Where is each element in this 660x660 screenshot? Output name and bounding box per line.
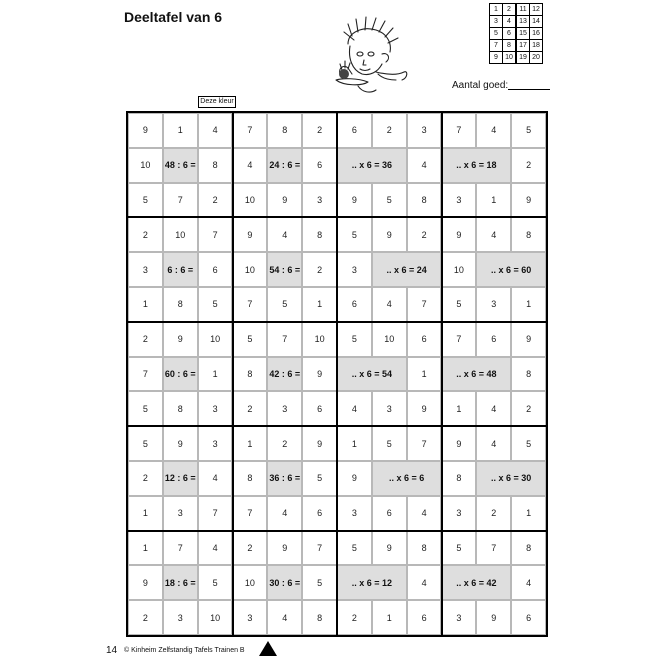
number-cell[interactable]: 2 — [476, 496, 511, 531]
block-divider-horizontal — [128, 530, 546, 532]
number-cell[interactable]: 5 — [128, 391, 163, 426]
score-grid-cell[interactable]: 15 — [516, 28, 530, 40]
task-cell[interactable]: .. x 6 = 12 — [337, 565, 407, 600]
number-cell[interactable]: 9 — [511, 322, 546, 357]
page-title: Deeltafel van 6 — [124, 9, 223, 25]
score-grid-cell[interactable]: 3 — [490, 16, 503, 28]
number-cell[interactable]: 1 — [302, 287, 337, 322]
task-cell[interactable]: 48 : 6 = — [163, 148, 198, 183]
number-cell[interactable]: 4 — [407, 496, 442, 531]
score-grid-cell[interactable]: 18 — [530, 40, 543, 52]
score-grid-cell[interactable]: 17 — [516, 40, 530, 52]
number-cell[interactable]: 9 — [442, 217, 477, 252]
number-cell[interactable]: 1 — [128, 531, 163, 566]
score-grid-cell[interactable]: 7 — [490, 40, 503, 52]
number-cell[interactable]: 6 — [337, 113, 372, 148]
color-here-label: Deze kleur — [198, 96, 236, 108]
task-cell[interactable]: .. x 6 = 24 — [372, 252, 442, 287]
number-cell[interactable]: 9 — [372, 217, 407, 252]
number-cell[interactable]: 10 — [233, 565, 268, 600]
number-cell[interactable]: 7 — [163, 531, 198, 566]
child-illustration — [318, 14, 418, 102]
number-cell[interactable]: 9 — [302, 426, 337, 461]
number-cell[interactable]: 5 — [442, 531, 477, 566]
number-cell[interactable]: 8 — [233, 461, 268, 496]
number-cell[interactable]: 2 — [128, 461, 163, 496]
number-cell[interactable]: 7 — [198, 496, 233, 531]
block-divider-vertical — [336, 113, 338, 635]
number-cell[interactable]: 3 — [302, 183, 337, 218]
number-cell[interactable]: 3 — [337, 496, 372, 531]
number-cell[interactable]: 3 — [198, 391, 233, 426]
number-cell[interactable]: 8 — [511, 357, 546, 392]
task-cell[interactable]: .. x 6 = 6 — [372, 461, 442, 496]
score-grid-cell[interactable]: 14 — [530, 16, 543, 28]
number-cell[interactable]: 5 — [442, 287, 477, 322]
task-cell[interactable]: .. x 6 = 60 — [476, 252, 546, 287]
number-cell[interactable]: 2 — [267, 426, 302, 461]
number-cell[interactable]: 5 — [302, 565, 337, 600]
number-cell[interactable]: 3 — [442, 496, 477, 531]
block-divider-horizontal — [128, 216, 546, 218]
number-cell[interactable]: 3 — [337, 252, 372, 287]
number-cell[interactable]: 1 — [337, 426, 372, 461]
task-cell[interactable]: 36 : 6 = — [267, 461, 302, 496]
puzzle-grid — [126, 111, 548, 637]
number-cell[interactable]: 4 — [511, 565, 546, 600]
number-cell[interactable]: 5 — [372, 426, 407, 461]
number-cell[interactable]: 7 — [476, 531, 511, 566]
number-cell[interactable]: 2 — [337, 600, 372, 635]
number-cell[interactable]: 7 — [128, 357, 163, 392]
number-cell[interactable]: 1 — [442, 391, 477, 426]
number-cell[interactable]: 5 — [198, 287, 233, 322]
number-cell[interactable]: 10 — [233, 252, 268, 287]
number-cell[interactable]: 7 — [233, 496, 268, 531]
number-cell[interactable]: 4 — [407, 565, 442, 600]
number-cell[interactable]: 1 — [198, 357, 233, 392]
number-cell[interactable]: 1 — [511, 496, 546, 531]
number-cell[interactable]: 5 — [511, 426, 546, 461]
number-cell[interactable]: 5 — [267, 287, 302, 322]
number-cell[interactable]: 5 — [233, 322, 268, 357]
number-cell[interactable]: 4 — [476, 217, 511, 252]
task-cell[interactable]: .. x 6 = 18 — [442, 148, 512, 183]
number-cell[interactable]: 4 — [198, 531, 233, 566]
number-cell[interactable]: 8 — [407, 531, 442, 566]
number-cell[interactable]: 5 — [337, 322, 372, 357]
number-cell[interactable]: 9 — [128, 565, 163, 600]
number-cell[interactable]: 7 — [442, 322, 477, 357]
score-grid-cell[interactable]: 8 — [503, 40, 517, 52]
number-cell[interactable]: 4 — [233, 148, 268, 183]
number-cell[interactable]: 9 — [337, 461, 372, 496]
number-cell[interactable]: 3 — [372, 391, 407, 426]
number-cell[interactable]: 3 — [233, 600, 268, 635]
number-cell[interactable]: 1 — [163, 113, 198, 148]
task-cell[interactable]: 12 : 6 = — [163, 461, 198, 496]
number-cell[interactable]: 2 — [511, 391, 546, 426]
number-cell[interactable]: 6 — [407, 322, 442, 357]
triangle-icon — [259, 641, 277, 656]
number-cell[interactable]: 10 — [302, 322, 337, 357]
number-cell[interactable]: 2 — [372, 113, 407, 148]
number-cell[interactable]: 5 — [337, 531, 372, 566]
number-cell[interactable]: 5 — [372, 183, 407, 218]
number-cell[interactable]: 4 — [476, 391, 511, 426]
number-cell[interactable]: 7 — [442, 113, 477, 148]
number-cell[interactable]: 8 — [163, 287, 198, 322]
number-cell[interactable]: 8 — [198, 148, 233, 183]
number-cell[interactable]: 4 — [267, 600, 302, 635]
number-cell[interactable]: 1 — [233, 426, 268, 461]
number-cell[interactable]: 2 — [128, 600, 163, 635]
score-grid-row — [490, 28, 543, 40]
score-grid-cell[interactable]: 4 — [503, 16, 517, 28]
number-cell[interactable]: 1 — [372, 600, 407, 635]
number-cell[interactable]: 10 — [128, 148, 163, 183]
score-grid-row — [490, 52, 543, 64]
number-cell[interactable]: 4 — [267, 496, 302, 531]
number-cell[interactable]: 8 — [442, 461, 477, 496]
score-grid-cell[interactable]: 6 — [503, 28, 517, 40]
task-cell[interactable]: .. x 6 = 54 — [337, 357, 407, 392]
number-cell[interactable]: 8 — [302, 217, 337, 252]
score-grid-cell[interactable]: 20 — [530, 52, 543, 64]
number-cell[interactable]: 6 — [372, 496, 407, 531]
task-cell[interactable]: 18 : 6 = — [163, 565, 198, 600]
number-cell[interactable]: 5 — [198, 565, 233, 600]
block-divider-vertical — [441, 113, 443, 635]
number-cell[interactable]: 5 — [511, 113, 546, 148]
number-cell[interactable]: 5 — [128, 183, 163, 218]
block-divider-horizontal — [128, 425, 546, 427]
number-cell[interactable]: 4 — [267, 217, 302, 252]
number-cell[interactable]: 5 — [302, 461, 337, 496]
number-cell[interactable]: 8 — [233, 357, 268, 392]
number-cell[interactable]: 2 — [198, 183, 233, 218]
number-cell[interactable]: 4 — [337, 391, 372, 426]
task-cell[interactable]: .. x 6 = 48 — [442, 357, 512, 392]
number-cell[interactable]: 8 — [163, 391, 198, 426]
number-cell[interactable]: 4 — [198, 113, 233, 148]
number-cell[interactable]: 7 — [407, 426, 442, 461]
score-grid-cell[interactable]: 16 — [530, 28, 543, 40]
number-cell[interactable]: 6 — [511, 600, 546, 635]
number-cell[interactable]: 4 — [198, 461, 233, 496]
number-cell[interactable]: 2 — [407, 217, 442, 252]
number-cell[interactable]: 2 — [128, 322, 163, 357]
number-cell[interactable]: 5 — [337, 217, 372, 252]
number-cell[interactable]: 6 — [302, 148, 337, 183]
number-cell[interactable]: 10 — [233, 183, 268, 218]
number-cell[interactable]: 8 — [511, 217, 546, 252]
number-cell[interactable]: 8 — [302, 600, 337, 635]
number-cell[interactable]: 6 — [407, 600, 442, 635]
number-cell[interactable]: 9 — [267, 531, 302, 566]
number-cell[interactable]: 3 — [163, 600, 198, 635]
number-cell[interactable]: 8 — [407, 183, 442, 218]
number-cell[interactable]: 3 — [267, 391, 302, 426]
task-cell[interactable]: .. x 6 = 42 — [442, 565, 512, 600]
number-cell[interactable]: 2 — [511, 148, 546, 183]
copyright: © Kinheim Zelfstandig Tafels Trainen B — [124, 647, 245, 654]
number-cell[interactable]: 9 — [233, 217, 268, 252]
number-cell[interactable]: 2 — [302, 113, 337, 148]
number-cell[interactable]: 9 — [163, 426, 198, 461]
score-grid-cell[interactable]: 5 — [490, 28, 503, 40]
number-cell[interactable]: 3 — [442, 183, 477, 218]
number-cell[interactable]: 10 — [442, 252, 477, 287]
number-cell[interactable]: 9 — [302, 357, 337, 392]
number-cell[interactable]: 3 — [198, 426, 233, 461]
number-cell[interactable]: 9 — [372, 531, 407, 566]
number-cell[interactable]: 4 — [372, 287, 407, 322]
task-cell[interactable]: 6 : 6 = — [163, 252, 198, 287]
number-cell[interactable]: 6 — [337, 287, 372, 322]
number-cell[interactable]: 10 — [372, 322, 407, 357]
number-cell[interactable]: 4 — [407, 148, 442, 183]
task-cell[interactable]: 54 : 6 = — [267, 252, 302, 287]
page-number: 14 — [106, 645, 118, 656]
number-cell[interactable]: 2 — [233, 531, 268, 566]
number-cell[interactable]: 6 — [302, 496, 337, 531]
number-cell[interactable]: 2 — [233, 391, 268, 426]
task-cell[interactable]: 42 : 6 = — [267, 357, 302, 392]
number-cell[interactable]: 4 — [476, 113, 511, 148]
number-cell[interactable]: 1 — [511, 287, 546, 322]
score-grid-row — [490, 40, 543, 52]
number-cell[interactable]: 9 — [511, 183, 546, 218]
number-cell[interactable]: 8 — [511, 531, 546, 566]
score-grid-cell[interactable]: 10 — [503, 52, 517, 64]
score-grid-cell[interactable]: 2 — [503, 4, 517, 16]
score-grid-cell[interactable]: 9 — [490, 52, 503, 64]
number-cell[interactable]: 7 — [163, 183, 198, 218]
task-cell[interactable]: 30 : 6 = — [267, 565, 302, 600]
number-cell[interactable]: 7 — [233, 113, 268, 148]
number-cell[interactable]: 3 — [163, 496, 198, 531]
number-cell[interactable]: 10 — [198, 322, 233, 357]
number-cell[interactable]: 9 — [476, 600, 511, 635]
number-cell[interactable]: 6 — [476, 322, 511, 357]
block-divider-horizontal — [128, 321, 546, 323]
score-grid-cell[interactable]: 1 — [490, 4, 503, 16]
number-cell[interactable]: 9 — [337, 183, 372, 218]
score-grid-row — [490, 16, 543, 28]
number-cell[interactable]: 3 — [476, 287, 511, 322]
task-cell[interactable]: 60 : 6 = — [163, 357, 198, 392]
task-cell[interactable]: .. x 6 = 36 — [337, 148, 407, 183]
score-answer-line — [508, 89, 550, 90]
number-cell[interactable]: 7 — [302, 531, 337, 566]
number-cell[interactable]: 10 — [198, 600, 233, 635]
number-cell[interactable]: 6 — [302, 391, 337, 426]
task-cell[interactable]: .. x 6 = 30 — [476, 461, 546, 496]
number-cell[interactable]: 6 — [198, 252, 233, 287]
number-cell[interactable]: 9 — [163, 322, 198, 357]
number-cell[interactable]: 9 — [267, 183, 302, 218]
block-divider-vertical — [232, 113, 234, 635]
number-cell[interactable]: 5 — [128, 426, 163, 461]
number-cell[interactable]: 10 — [163, 217, 198, 252]
number-cell[interactable]: 1 — [476, 183, 511, 218]
number-cell[interactable]: 7 — [233, 287, 268, 322]
number-cell[interactable]: 2 — [128, 217, 163, 252]
score-grid-cell[interactable]: 11 — [516, 4, 530, 16]
number-cell[interactable]: 9 — [407, 391, 442, 426]
number-cell[interactable]: 3 — [442, 600, 477, 635]
number-cell[interactable]: 1 — [128, 287, 163, 322]
number-cell[interactable]: 7 — [407, 287, 442, 322]
score-grid-cell[interactable]: 19 — [516, 52, 530, 64]
number-cell[interactable]: 8 — [267, 113, 302, 148]
number-cell[interactable]: 7 — [198, 217, 233, 252]
score-label: Aantal goed: — [452, 80, 509, 91]
number-cell[interactable]: 3 — [407, 113, 442, 148]
number-cell[interactable]: 7 — [267, 322, 302, 357]
score-grid-row — [490, 4, 543, 16]
number-cell[interactable]: 1 — [128, 496, 163, 531]
score-grid-cell[interactable]: 13 — [516, 16, 530, 28]
number-cell[interactable]: 9 — [442, 426, 477, 461]
number-cell[interactable]: 2 — [302, 252, 337, 287]
score-grid-cell[interactable]: 12 — [530, 4, 543, 16]
task-cell[interactable]: 24 : 6 = — [267, 148, 302, 183]
number-cell[interactable]: 9 — [128, 113, 163, 148]
number-cell[interactable]: 1 — [407, 357, 442, 392]
score-grid — [489, 3, 543, 64]
number-cell[interactable]: 4 — [476, 426, 511, 461]
number-cell[interactable]: 3 — [128, 252, 163, 287]
